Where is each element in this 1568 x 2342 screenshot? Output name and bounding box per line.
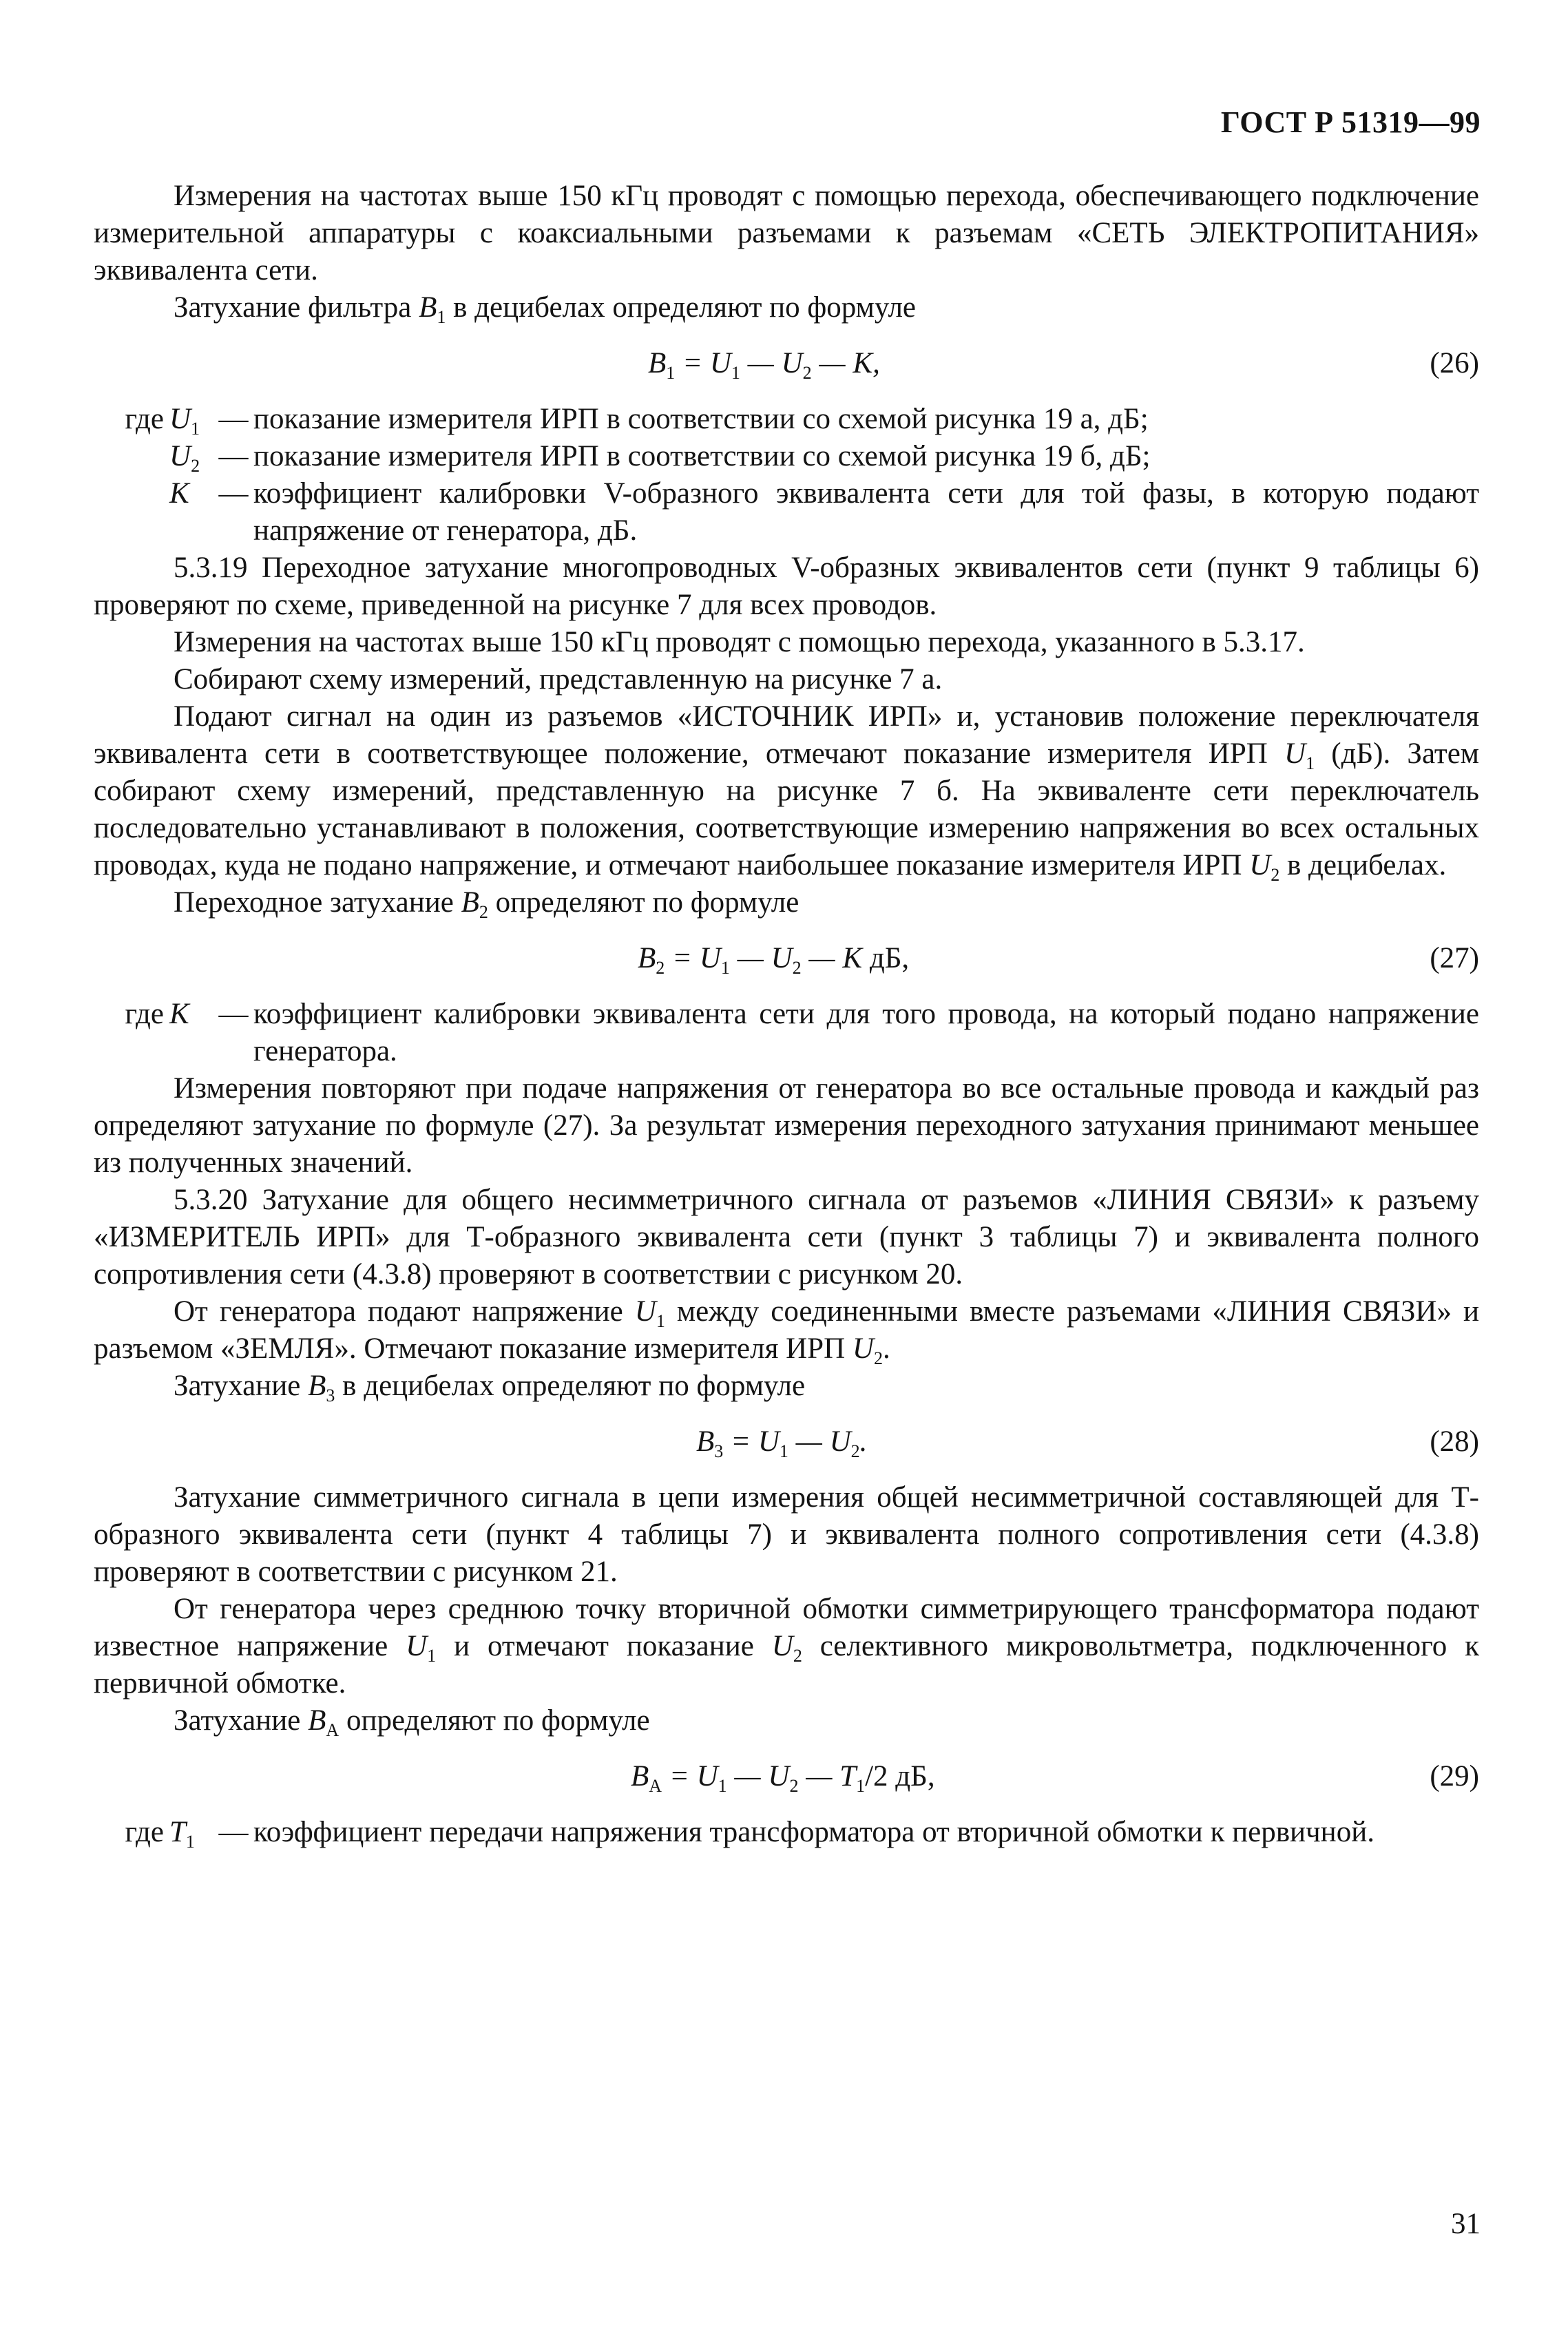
formula-legend: где $U_1$ — показание измерителя ИРП в соответствии со схемой рисунка 19 а, дБ; $U_2$ — показание измерителя ИРП в соответствии со схемой рисунка 19 б, дБ; K — коэффициент калибровки V-образного эквивалента сети для той фазы, в которую подают напряжение от генератора, дБ. <box>125 403 1479 547</box>
paragraph: Переходное затухание $B_2$ определяют по формуле <box>174 886 799 922</box>
formula-29: $B_А = U_1$ — $U_2$ — $T_1/2$ дБ, (29) <box>94 1739 1479 1814</box>
paragraph: Подают сигнал на один из разъемов «ИСТОЧНИК ИРП» и, установив положение переключателя эквивалента сети в соответствующее положение, отмечают показание измерителя ИРП $U_1$ (дБ). Затем собирают схему измерений, представленную на рисунке 7 б. На эквиваленте сети переключатель последовательно устанавливают в положения, соответствующие измерению напряжения во всех остальных проводах, куда не подано напряжение, и отмечают наибольшее показание измерителя ИРП $U_2$ в децибелах. <box>94 700 1480 885</box>
paragraph: Измерения на частотах выше 150 кГц проводят с помощью перехода, обеспечивающего подключение измерительной аппаратуры с коаксиальными разъемами к разъемам «СЕТЬ ЭЛЕКТРОПИТАНИЯ» эквивалента сети. <box>94 180 1479 286</box>
formula-27: $B_2 = U_1$ — $U_2$ — K дБ, (27) <box>94 921 1479 996</box>
formula-number: (28) <box>1430 1425 1479 1458</box>
paragraph: Затухание $B_3$ в децибелах определяют по формуле <box>174 1370 806 1405</box>
paragraph: Затухание фильтра $B_1$ в децибелах определяют по формуле <box>174 291 917 327</box>
paragraph: От генератора через среднюю точку вторичной обмотки симметрирующего трансформатора подают известное напряжение $U_1$ и отмечают показание $U_2$ селективного микровольтметра, подключенного к первичной обмотке. <box>94 1593 1479 1700</box>
paragraph: 5.3.20 Затухание для общего несимметричного сигнала от разъемов «ЛИНИЯ СВЯЗИ» к разъему «ИЗМЕРИТЕЛЬ ИРП» для Т-образного эквивалента сети (пункт 3 таблицы 7) и эквивалента полного сопротивления сети (4.3.8) проверяют в соответствии с рисунком 20. <box>94 1184 1479 1290</box>
document-body <box>94 178 1479 1851</box>
formula-number: (29) <box>1430 1760 1479 1792</box>
paragraph: Затухание симметричного сигнала в цепи измерения общей несимметричной составляющей для Т-образного эквивалента сети (пункт 4 таблицы 7) и эквивалента полного сопротивления сети (4.3.8) проверяют в соответствии с рисунком 21. <box>94 1481 1479 1588</box>
formula-number: (26) <box>1430 347 1479 379</box>
paragraph: 5.3.19 Переходное затухание многопроводных V-образных эквивалентов сети (пункт 9 таблицы 6) проверяют по схеме, приведенной на рисунке 7 для всех проводов. <box>94 552 1479 621</box>
page-number: 31 <box>1451 2208 1481 2240</box>
formula-26: $B_1 = U_1$ — $U_2$ — K, (26) <box>94 326 1479 401</box>
paragraph: Собирают схему измерений, представленную на рисунке 7 а. <box>174 663 943 696</box>
paragraph: Измерения на частотах выше 150 кГц проводят с помощью перехода, указанного в 5.3.17. <box>174 626 1305 658</box>
paragraph: От генератора подают напряжение $U_1$ между соединенными вместе разъемами «ЛИНИЯ СВЯЗИ» и разъемом «ЗЕМЛЯ». Отмечают показание измерителя ИРП $U_2$. <box>94 1295 1479 1368</box>
formula-number: (27) <box>1430 942 1479 974</box>
standard-header: ГОСТ Р 51319—99 <box>1220 105 1481 139</box>
paragraph: Затухание $B_А$ определяют по формуле <box>174 1704 650 1740</box>
formula-28: $B_3 = U_1$ — $U_2$. (28) <box>94 1405 1479 1479</box>
formula-legend: где $T_1$ — коэффициент передачи напряжения трансформатора от вторичной обмотки к первичной. <box>125 1816 1374 1852</box>
formula-legend: где K — коэффициент калибровки эквивалента сети для того провода, на который подано напряжение генератора. <box>125 998 1479 1067</box>
paragraph: Измерения повторяют при подаче напряжения от генератора во все остальные провода и каждый раз определяют затухание по формуле (27). За результат измерения переходного затухания принимают меньшее из полученных значений. <box>94 1072 1479 1179</box>
